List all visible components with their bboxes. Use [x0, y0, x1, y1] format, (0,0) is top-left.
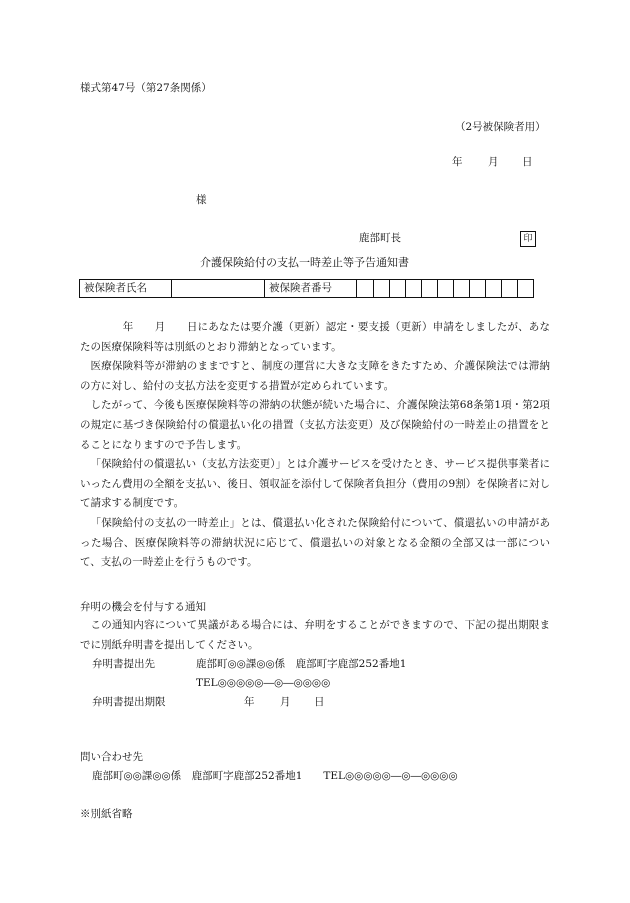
insured-number-digit	[486, 280, 502, 298]
body-paragraph: したがって、今後も医療保険料等の滞納の状態が続いた場合に、介護保険法第68条第1項・第2項の規定に基づき保険給付の償還払い化の措置（支払方法変更）及び保険給付の一時差止の措置をとることになりますので予告します。	[80, 399, 550, 451]
insured-number-label: 被保険者番号	[265, 280, 357, 298]
addressee-suffix: 様	[196, 194, 207, 206]
insured-name-label: 被保険者氏名	[80, 280, 172, 298]
contact-line: 鹿部町◎◎課◎◎係 鹿部町字鹿部252番地1 TEL◎◎◎◎◎―◎―◎◎◎◎	[92, 770, 458, 782]
deadline-label: 弁明書提出期限	[92, 696, 166, 708]
deadline-month: 月	[280, 696, 291, 708]
form-number: 様式第47号（第27条関係）	[80, 82, 212, 94]
submit-to-label: 弁明書提出先	[92, 658, 155, 670]
insured-number-digit	[422, 280, 438, 298]
insured-number-digit	[406, 280, 422, 298]
insured-number-digit	[470, 280, 486, 298]
notice-body	[80, 318, 550, 573]
insured-info-table	[79, 279, 534, 298]
submit-to-tel: TEL◎◎◎◎◎―◎―◎◎◎◎	[196, 677, 331, 689]
footnote: ※別紙省略	[80, 808, 133, 820]
insured-name-field	[172, 280, 265, 298]
hearing-heading: 弁明の機会を付与する通知	[80, 601, 206, 613]
document-title: 介護保険給付の支払一時差止等予告通知書	[200, 256, 409, 269]
insured-number-digit	[518, 280, 534, 298]
insured-category: （2号被保険者用）	[455, 121, 546, 133]
insured-number-digit	[374, 280, 390, 298]
body-paragraph: 医療保険料等が滞納のままですと、制度の運営に大きな支障をきたすため、介護保険法では滞納の方に対し、給付の支払方法を変更する措置が定められています。	[80, 360, 550, 392]
issuer-name: 鹿部町長	[359, 232, 401, 244]
body-paragraph: 「保険給付の償還払い（支払方法変更）」とは介護サービスを受けたとき、サービス提供事業者にいったん費用の全額を支払い、後日、領収証を添付して保険者負担分（費用の9割）を保険者に対して請求する制度です。	[80, 458, 550, 510]
body-paragraph: 「保険給付の支払の一時差止」とは、償還払い化された保険給付について、償還払いの申請があった場合、医療保険料等の滞納状況に応じて、償還払いの対象となる金額の全部又は一部について、支払の一時差止を行うものです。	[80, 516, 550, 569]
deadline-day: 日	[314, 696, 325, 708]
insured-number-digit	[438, 280, 454, 298]
deadline-year: 年	[244, 696, 255, 708]
date-day: 日	[522, 156, 533, 168]
insured-number-digit	[357, 280, 374, 298]
body-paragraph: 年 月 日にあなたは要介護（更新）認定・要支援（更新）申請をしましたが、あなたの医療保険料等は別紙のとおり滞納となっています。	[80, 321, 550, 353]
contact-heading: 問い合わせ先	[80, 751, 143, 763]
hearing-section	[80, 616, 550, 655]
insured-number-digit	[454, 280, 470, 298]
insured-number-digit	[390, 280, 406, 298]
hearing-text: この通知内容について異議がある場合には、弁明をすることができますので、下記の提出期限までに別紙弁明書を提出してください。	[80, 619, 550, 651]
insured-number-digit	[502, 280, 518, 298]
submit-to-value: 鹿部町◎◎課◎◎係 鹿部町字鹿部252番地1	[196, 658, 407, 670]
date-month: 月	[488, 156, 499, 168]
official-seal: 印	[520, 231, 536, 247]
date-year: 年	[452, 156, 463, 168]
